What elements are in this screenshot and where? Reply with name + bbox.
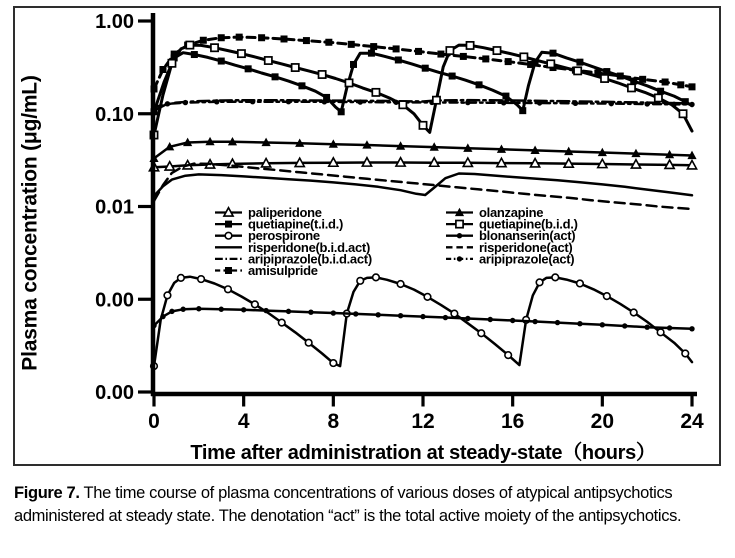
small-filled-circle-marker — [358, 99, 363, 104]
filled-square-marker — [303, 37, 310, 44]
small-filled-circle-marker — [573, 101, 578, 106]
series-quetiapine_bid — [150, 41, 692, 138]
open-square-marker — [399, 101, 406, 108]
small-filled-circle-marker — [465, 100, 470, 105]
y-tick-label: 0.00 — [95, 382, 134, 404]
small-filled-circle-marker — [286, 309, 291, 314]
open-circle-marker — [478, 330, 485, 337]
filled-square-marker — [218, 58, 225, 65]
open-square-marker — [345, 79, 352, 86]
filled-square-marker — [159, 66, 166, 73]
open-square-marker — [601, 75, 608, 82]
open-circle-marker — [505, 352, 512, 359]
x-axis-title: Time after administration at steady-state（hours） — [190, 442, 656, 464]
small-filled-circle-marker — [353, 311, 358, 316]
small-filled-circle-marker — [600, 322, 605, 327]
legend-label-paliperidone: paliperidone — [248, 205, 322, 220]
filled-square-marker — [682, 98, 689, 105]
legend-item-amisulpride — [215, 263, 318, 278]
small-filled-circle-marker — [420, 314, 425, 319]
series-perospirone — [151, 274, 692, 369]
open-circle-marker — [330, 360, 337, 367]
small-filled-circle-marker — [532, 319, 537, 324]
open-square-marker — [628, 84, 635, 91]
figure-caption — [14, 482, 720, 527]
filled-square-marker — [422, 65, 429, 72]
open-circle-marker — [552, 274, 559, 281]
filled-square-marker — [338, 108, 345, 115]
x-tick-label: 20 — [590, 410, 615, 433]
open-circle-marker — [604, 293, 611, 300]
open-circle-marker — [577, 280, 584, 287]
open-square-marker — [265, 57, 272, 64]
small-filled-circle-marker — [501, 100, 506, 105]
legend-label-olanzapine: olanzapine — [479, 205, 544, 220]
small-filled-circle-marker — [689, 326, 694, 331]
small-filled-circle-marker — [555, 320, 560, 325]
open-circle-marker — [305, 339, 312, 346]
filled-square-marker — [370, 43, 377, 50]
filled-square-marker — [476, 81, 483, 88]
legend-label-risperidone_act: risperidone(act) — [479, 239, 573, 255]
small-filled-circle-marker — [644, 101, 649, 106]
small-filled-circle-marker — [183, 100, 188, 105]
filled-square-marker — [460, 53, 467, 60]
open-square-marker — [679, 110, 686, 117]
filled-square-marker — [225, 221, 232, 228]
small-filled-circle-marker — [308, 310, 313, 315]
filled-square-marker — [603, 68, 610, 75]
x-tick-label: 8 — [327, 410, 340, 433]
open-square-marker — [211, 44, 218, 51]
open-square-marker — [466, 42, 473, 49]
small-filled-circle-marker — [331, 310, 336, 315]
small-filled-circle-marker — [263, 308, 268, 313]
open-square-marker — [433, 97, 440, 104]
filled-square-marker — [576, 59, 583, 66]
filled-square-marker — [200, 37, 207, 44]
filled-square-marker — [272, 73, 279, 80]
series-blonanserin_act — [151, 306, 694, 331]
open-circle-marker — [397, 281, 404, 288]
open-square-marker — [186, 41, 193, 48]
small-filled-circle-marker — [644, 324, 649, 329]
open-square-marker — [446, 47, 453, 54]
open-square-marker — [292, 64, 299, 71]
legend-item-aripiprazole_act — [446, 251, 574, 266]
y-tick-label: 1.00 — [95, 11, 134, 33]
small-filled-circle-marker — [537, 100, 542, 105]
filled-square-marker — [482, 55, 489, 62]
x-tick-label: 16 — [500, 410, 525, 433]
legend-label-blonanserin_act: blonanserin(act) — [479, 228, 576, 244]
legend-label-amisulpride: amisulpride — [248, 263, 318, 278]
series-line-perospirone — [154, 277, 692, 366]
filled-square-marker — [449, 73, 456, 80]
filled-square-marker — [323, 94, 330, 101]
open-circle-marker — [657, 329, 664, 336]
filled-square-marker — [505, 58, 512, 65]
open-circle-marker — [424, 294, 431, 301]
small-filled-circle-marker — [443, 315, 448, 320]
open-circle-marker — [451, 310, 458, 317]
small-filled-circle-marker — [169, 309, 174, 314]
filled-square-marker — [348, 41, 355, 48]
filled-square-marker — [218, 34, 225, 41]
open-circle-marker — [225, 286, 232, 293]
open-square-marker — [493, 47, 500, 54]
open-circle-marker — [536, 279, 543, 286]
open-circle-marker — [373, 274, 380, 281]
open-circle-marker — [357, 278, 364, 285]
filled-square-marker — [395, 56, 402, 63]
filled-square-marker — [191, 51, 198, 58]
x-tick-label: 12 — [411, 410, 435, 433]
legend-label-perospirone: perospirone — [248, 228, 320, 244]
filled-square-marker — [325, 39, 332, 46]
open-square-marker — [574, 67, 581, 74]
small-filled-circle-marker — [180, 307, 185, 312]
filled-square-marker — [519, 107, 526, 114]
series-olanzapine — [149, 137, 696, 162]
open-square-marker — [372, 89, 379, 96]
filled-square-marker — [415, 48, 422, 55]
series-paliperidone — [149, 158, 696, 171]
y-axis-title-text: Plasma concentration (μg/mL) — [19, 74, 42, 371]
legend-label-aripiprazole_bid_act: aripiprazole(b.i.d.act) — [248, 251, 372, 267]
legend-label-aripiprazole_act: aripiprazole(act) — [479, 251, 575, 267]
small-filled-circle-marker — [465, 316, 470, 321]
open-square-marker — [547, 60, 554, 67]
filled-square-marker — [550, 50, 557, 57]
open-circle-marker — [164, 292, 171, 299]
filled-square-marker — [350, 61, 357, 68]
y-tick-label: 0.00 — [95, 289, 134, 312]
legend-label-quetiapine_bid: quetiapine(b.i.d.) — [479, 216, 578, 232]
x-tick-label: 4 — [237, 410, 250, 433]
filled-square-marker — [298, 82, 305, 89]
open-circle-marker — [225, 232, 232, 239]
open-circle-marker — [630, 309, 637, 316]
open-square-marker — [419, 122, 426, 129]
filled-square-marker — [502, 93, 509, 100]
filled-square-marker — [639, 76, 646, 83]
filled-square-marker — [368, 50, 375, 57]
legend — [215, 205, 578, 278]
small-filled-circle-marker — [457, 233, 462, 238]
open-square-marker — [520, 53, 527, 60]
small-filled-circle-marker — [214, 99, 219, 104]
y-axis-title — [8, 25, 54, 420]
open-square-marker — [655, 94, 662, 101]
open-circle-marker — [178, 275, 185, 282]
open-circle-marker — [682, 350, 689, 357]
filled-square-marker — [689, 83, 696, 90]
filled-square-marker — [281, 35, 288, 42]
caption-text: The time course of plasma concentrations of various doses of atypical antipsychotics administered at steady state. The denotation “act” is the total active moiety of the antipsychotics. — [14, 484, 682, 525]
legend-label-quetiapine_tid: quetiapine(t.i.d.) — [248, 216, 343, 232]
x-tick-label: 0 — [148, 410, 160, 433]
filled-square-marker — [437, 51, 444, 58]
filled-square-marker — [677, 81, 684, 88]
small-filled-circle-marker — [165, 101, 170, 106]
filled-square-marker — [258, 34, 265, 41]
caption-label: Figure 7. — [14, 484, 80, 502]
small-filled-circle-marker — [241, 307, 246, 312]
filled-square-marker — [236, 34, 243, 41]
open-circle-marker — [198, 276, 205, 283]
small-filled-circle-marker — [196, 306, 201, 311]
open-square-marker — [319, 71, 326, 78]
small-filled-circle-marker — [398, 313, 403, 318]
y-tick-label: 0.01 — [95, 196, 134, 219]
small-filled-circle-marker — [488, 317, 493, 322]
small-filled-circle-marker — [667, 325, 672, 330]
filled-square-marker — [662, 78, 669, 85]
small-filled-circle-marker — [250, 99, 255, 104]
open-circle-marker — [278, 319, 285, 326]
small-filled-circle-marker — [375, 312, 380, 317]
small-filled-circle-marker — [219, 307, 224, 312]
small-filled-circle-marker — [622, 323, 627, 328]
filled-square-marker — [245, 65, 252, 72]
open-square-marker — [168, 60, 175, 67]
small-filled-circle-marker — [457, 256, 462, 261]
small-filled-circle-marker — [510, 318, 515, 323]
open-square-marker — [456, 221, 463, 228]
small-filled-circle-marker — [160, 314, 165, 319]
small-filled-circle-marker — [577, 321, 582, 326]
y-tick-label: 0.10 — [95, 103, 134, 126]
filled-square-marker — [225, 267, 232, 274]
open-circle-marker — [252, 301, 259, 308]
x-tick-label: 24 — [680, 410, 704, 433]
small-filled-circle-marker — [609, 101, 614, 106]
filled-square-marker — [393, 45, 400, 52]
legend-label-risperidone_bid_act: risperidone(b.i.d.act) — [248, 239, 370, 255]
open-square-marker — [238, 50, 245, 57]
small-filled-circle-marker — [286, 99, 291, 104]
